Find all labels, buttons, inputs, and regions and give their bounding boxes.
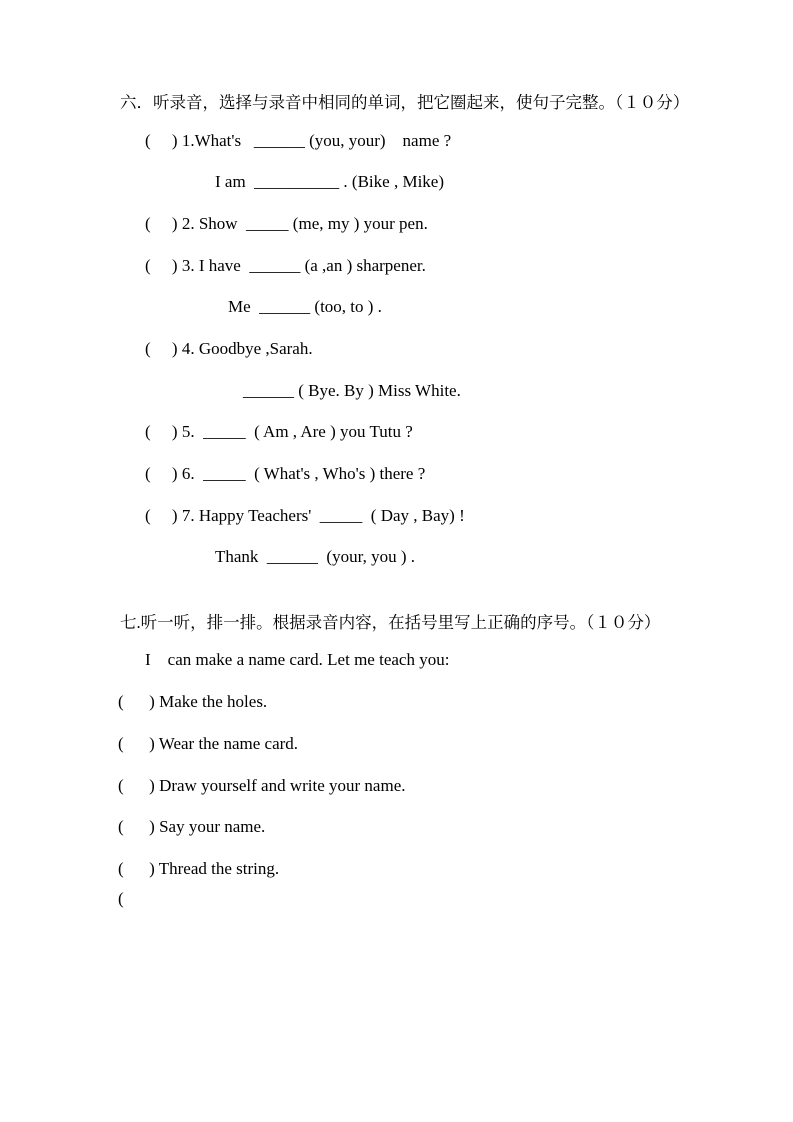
ordering-item: ( ) Draw yourself and write your name. (118, 776, 406, 795)
question-line: I am __________ . (Bike , Mike) (215, 172, 444, 191)
question-line: ( ) 2. Show _____ (me, my ) your pen. (145, 214, 428, 233)
ordering-item: ( ) Wear the name card. (118, 734, 299, 753)
question-line: ______ ( Bye. By ) Miss White. (243, 381, 461, 400)
ordering-item: ( ) Say your name. (118, 817, 266, 836)
question-line: ( ) 3. I have ______ (a ,an ) sharpener. (145, 256, 426, 275)
section7-heading: 七.听一听，排一排。根据录音内容，在括号里写上正确的序号。（１０分） (120, 613, 661, 632)
section7-intro: I can make a name card. Let me teach you: (145, 650, 450, 669)
ordering-item: ( ) Make the holes. (118, 692, 268, 711)
ordering-item: ( ) Thread the string. (118, 859, 280, 878)
stray-parenthesis: ( (118, 889, 124, 908)
question-line: ( ) 5. _____ ( Am , Are ) you Tutu ? (145, 422, 413, 441)
question-line: Me ______ (too, to ) . (228, 297, 382, 316)
question-line: ( ) 4. Goodbye ,Sarah. (145, 339, 313, 358)
question-line: Thank ______ (your, you ) . (215, 547, 415, 566)
question-line: ( ) 1.What's ______ (you, your) name ? (145, 131, 452, 150)
section6-heading: 六．听录音，选择与录音中相同的单词，把它圈起来，使句子完整。（１０分） (120, 93, 690, 112)
question-line: ( ) 7. Happy Teachers' _____ ( Day , Bay) ! (145, 506, 465, 525)
question-line: ( ) 6. _____ ( What's , Who's ) there ? (145, 464, 426, 483)
